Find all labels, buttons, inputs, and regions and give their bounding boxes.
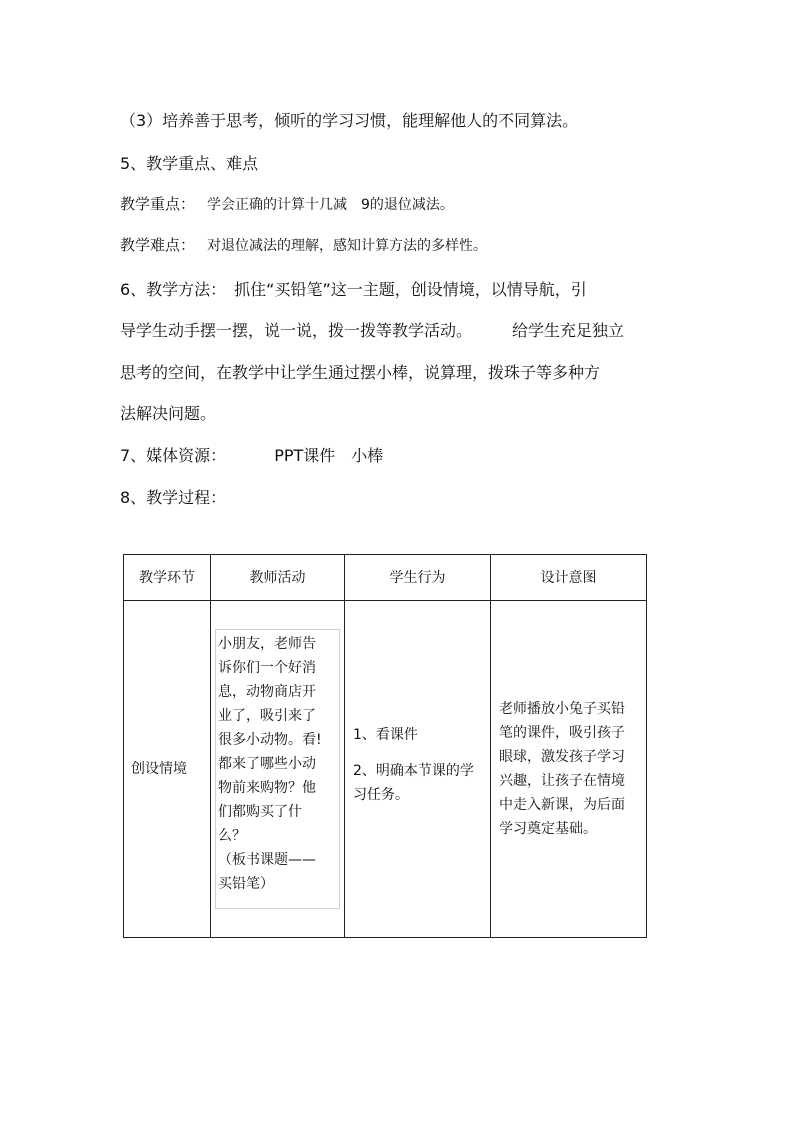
- section-6-line-1: 6、教学方法： 抓住“买铅笔”这一主题，创设情境，以情导航，引: [120, 280, 587, 299]
- header-teacher-activity: 教师活动: [211, 555, 345, 601]
- section-8-heading: 8、教学过程：: [120, 488, 227, 507]
- student-item-1: 1、看课件: [353, 727, 418, 743]
- table-header-row: [124, 555, 647, 601]
- goal-3-text: （3）培养善于思考，倾听的学习习惯，能理解他人的不同算法。: [120, 111, 579, 130]
- table-row: [124, 601, 647, 938]
- section-6-line-4: 法解决问题。: [120, 404, 217, 423]
- key-point-label: 教学重点：: [120, 195, 196, 213]
- section-6-line-3: 思考的空间，在教学中让学生通过摆小棒，说算理，拨珠子等多种方: [120, 363, 601, 382]
- teacher-activity-text: 小朋友，老师告 诉你们一个好消 息，动物商店开 业了，吸引来了 很多小动物。看! 都来了哪些小动 物前来购物？他 们都购买了什 么？ （板书课题—— 买铅笔）: [215, 629, 340, 909]
- student-item-2: 2、明确本节课的学习任务。: [353, 763, 474, 803]
- difficult-point-text: 对退位减法的理解，感知计算方法的多样性。: [207, 238, 488, 254]
- cell-teacher-activity: [211, 601, 345, 938]
- key-point-text: 学会正确的计算十几减 9的退位减法。: [207, 197, 454, 213]
- section-6-line-2b: 给学生充足独立: [512, 321, 625, 340]
- section-5-heading: 5、教学重点、难点: [120, 154, 259, 173]
- cell-design-intent: 老师播放小兔子买铅笔的课件，吸引孩子眼球，激发孩子学习兴趣，让孩子在情境中走入新课，为后面学习奠定基础。: [491, 601, 647, 938]
- section-7-label: 7、媒体资源：: [120, 446, 227, 465]
- difficult-point-row: [120, 234, 487, 255]
- cell-stage: 创设情境: [124, 601, 211, 938]
- section-7-row: [120, 443, 383, 466]
- header-design-intent: 设计意图: [491, 555, 647, 601]
- difficult-point-label: 教学难点：: [120, 236, 196, 254]
- key-point-row: [120, 193, 454, 214]
- section-7-value: PPT课件 小棒: [274, 446, 384, 465]
- section-6-line-2a: 导学生动手摆一摆，说一说，拨一拨等教学活动。: [120, 321, 473, 340]
- header-student-behavior: 学生行为: [345, 555, 491, 601]
- teaching-process-table: [123, 554, 647, 938]
- cell-student-behavior: [345, 601, 491, 938]
- section-6-line-2: [120, 318, 624, 341]
- header-stage: 教学环节: [124, 555, 211, 601]
